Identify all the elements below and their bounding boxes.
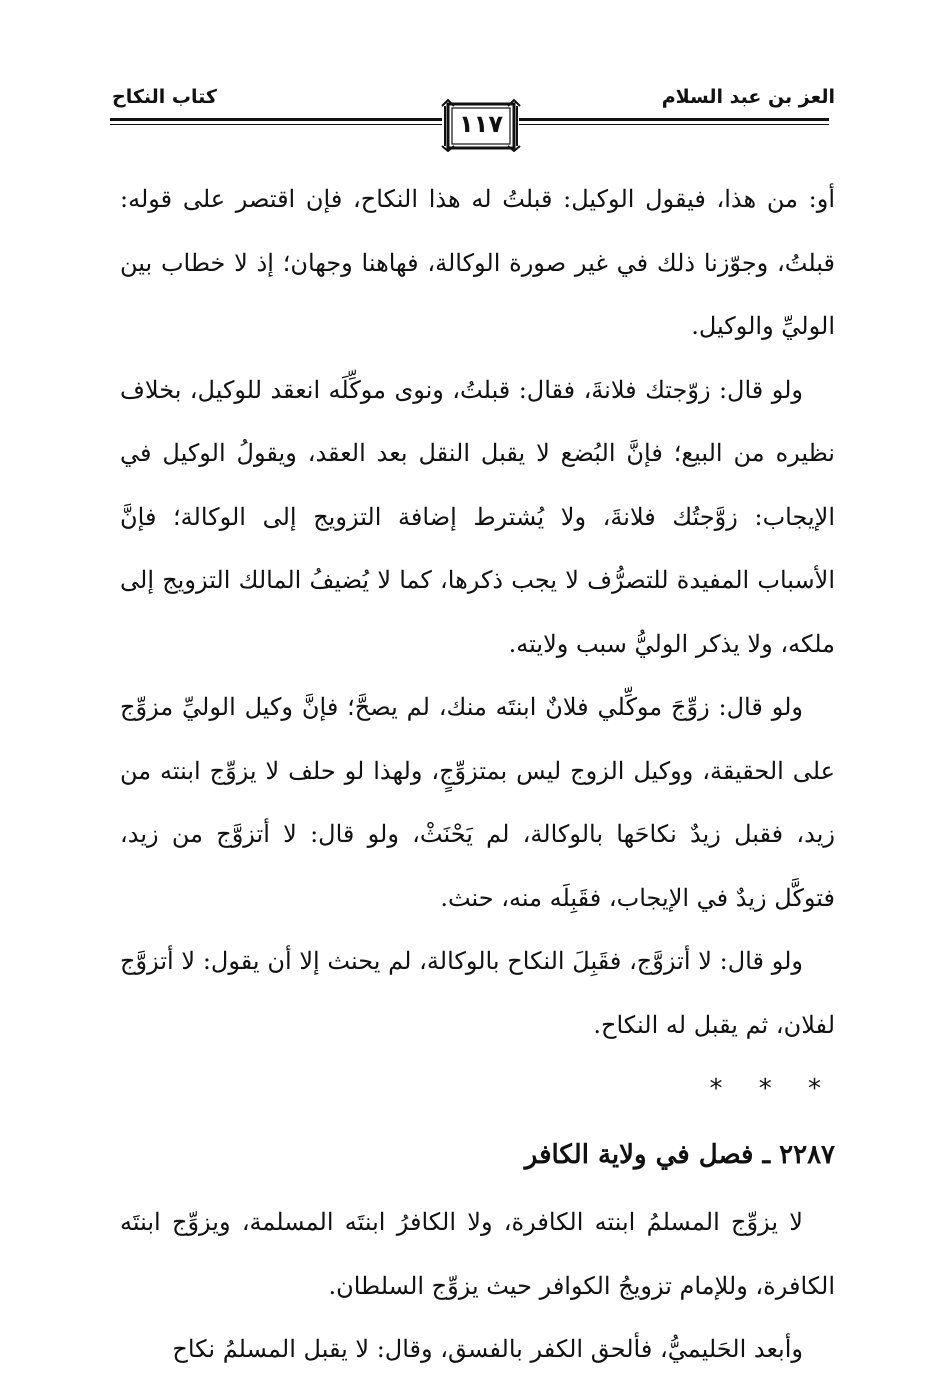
paragraph-2: ولو قال: زوّجتك فلانةَ، فقال: قبلتُ، ونوى موكِّلَه انعقد للوكيل، بخلاف نظيره من البيع؛ فإنَّ البُضع لا يقبل النقل بعد العقد، ويقولُ الوكيل في الإيجاب: زوَّجتُك فلانةَ، ولا يُشترط إضافة التزويج إلى الوكالة؛ فإنَّ الأسباب المفيدة للتصرُّف لا يجب ذكرها، كما لا يُضيفُ المالك التزويج إلى ملكه، ولا يذكر الوليُّ سبب ولايته. xyxy=(120,375,835,658)
header-rule-right xyxy=(519,118,829,121)
paragraph-4: ولو قال: لا أتزوَّج، فقَبِلَ النكاح بالوكالة، لم يحنث إلا أن يقول: لا أتزوَّج لفلان، ثم يقبل له النكاح. xyxy=(120,947,835,1039)
paragraph-3: ولو قال: زوِّجَ موكِّلي فلانٌ ابنتَه منك، لم يصحَّ؛ فإنَّ وكيل الوليِّ مزوِّج على الحقيقة، ووكيل الزوج ليس بمتزوِّجٍ، ولهذا لو حلف لا يزوِّج ابنته من زيد، فقبل زيدٌ نكاحَها بالوكالة، لم يَحْنَثْ، ولو قال: لا أتزوَّج من زيد، فتوكَّل زيدٌ في الإيجاب، فقَبِلَه منه، حنث. xyxy=(120,693,835,912)
page-number-ornament xyxy=(440,96,522,152)
header-rule-right-thin xyxy=(519,124,829,125)
header-rule-left xyxy=(110,118,442,121)
paragraph-1: أو: من هذا، فيقول الوكيل: قبلتُ له هذا النكاح، فإن اقتصر على قوله: قبلتُ، وجوّزنا ذلك في غير صورة الوكالة، فهاهنا وجهان؛ إذ لا خطاب بين الوليِّ والوكيل. xyxy=(120,185,835,340)
section-heading: ٢٢٨٧ ـ فصل في ولاية الكافر xyxy=(524,1140,835,1170)
running-header-author: العز بن عبد السلام xyxy=(661,86,835,108)
header-rule-left-thin xyxy=(110,124,442,125)
running-header-book-title: كتاب النكاح xyxy=(112,86,217,108)
page-body-text xyxy=(120,168,835,1382)
paragraph-6: وأبعد الحَليميُّ، فألحق الكفر بالفسق، وقال: لا يقبل المسلمُ نكاح xyxy=(172,1335,803,1363)
page-number: ١١٧ xyxy=(459,110,503,138)
paragraph-5: لا يزوِّج المسلمُ ابنته الكافرة، ولا الكافرُ ابنتَه المسلمة، ويزوِّج ابنتَه الكافرة، وللإمام تزويجُ الكوافر حيث يزوِّج السلطان. xyxy=(120,1208,835,1300)
section-separator: * * * xyxy=(709,1074,835,1104)
